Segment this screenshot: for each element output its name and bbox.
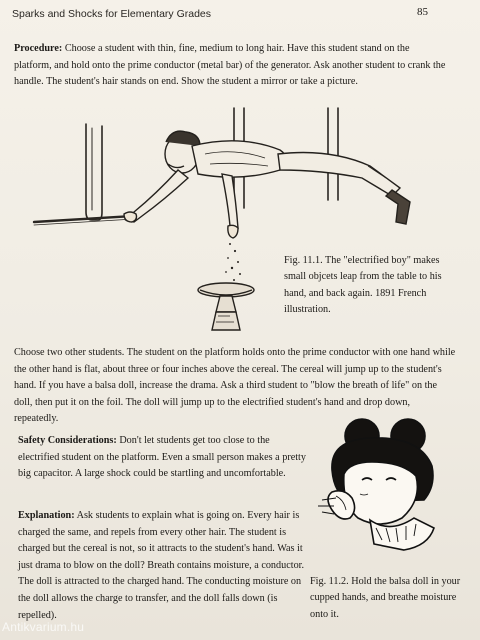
procedure-label: Procedure: — [14, 43, 63, 54]
safety-paragraph — [18, 433, 310, 483]
safety-text: Don't let students get too close to the electrified student on the platform. Even a small person makes a pretty big capacitor. A large shock could be startling and uncomfortable. — [18, 435, 306, 480]
breathing-on-doll-cartoon — [310, 414, 460, 554]
explanation-text: Ask students to explain what is going on. Every hair is charged the same, and repels from every other hair. The student is charged but the cereal is not, so it attracts to the student's hand. Was it just drama to blow on the doll? Breath contains moisture, a conductor. The doll is attracted to the charged hand. The conducting moisture on the doll allows the charge to transfer, and the doll falls down (is repelled). — [18, 510, 305, 621]
procedure-text: Choose a student with thin, fine, medium to long hair. Have this student stand on the platform, and hold onto the prime conductor (metal bar) of the generator. Ask another student to crank the handle. The student's hair stands on end. Show the student a mirror or take a picture. — [14, 43, 446, 88]
safety-label: Safety Considerations: — [18, 435, 117, 446]
figure-11-1-caption: Fig. 11.1. The "electrified boy" makes small objcets leap from the table to his hand, and back again. 1891 French illustration. — [284, 255, 442, 316]
explanation-paragraph — [18, 508, 310, 624]
explanation-label: Explanation: — [18, 510, 75, 521]
figure-11-2-caption: Fig. 11.2. Hold the balsa doll in your cupped hands, and breathe moisture onto it. — [310, 576, 461, 620]
cereal-demo-paragraph: Choose two other students. The student on the platform holds onto the prime conductor with one hand while the other hand is flat, about three or four inches above the cereal. The cereal will jump up to the student's hand. If you have a balsa doll, increase the drama. Ask a third student to "blow the breath of life" on the doll, then put it on the foil. The doll will jump up to the electrified student's hand and drop down, repeatedly. — [14, 347, 456, 425]
running-head: Sparks and Shocks for Elementary Grades — [12, 8, 212, 20]
watermark: Antikvarium.hu — [2, 620, 85, 634]
procedure-paragraph — [14, 41, 446, 91]
page-number: 85 — [417, 6, 428, 18]
